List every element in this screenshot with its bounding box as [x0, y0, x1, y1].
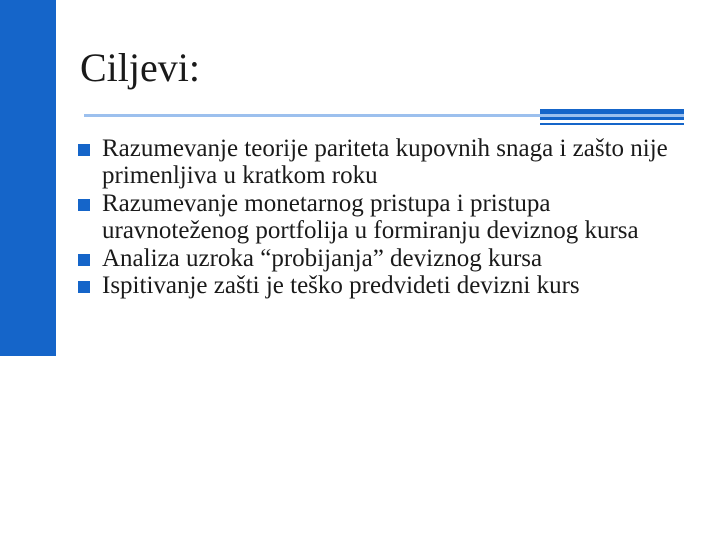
- left-accent-bar: [0, 0, 56, 356]
- square-bullet-icon: [78, 199, 90, 211]
- square-bullet-icon: [78, 144, 90, 156]
- accent-stripe: [540, 109, 684, 114]
- bullet-text: Razumevanje monetarnog pristupa i pristupa uravnoteženog portfolija u formiranju deviznog kursa: [102, 189, 639, 245]
- accent-stripe: [540, 117, 684, 120]
- bullet-text: Analiza uzroka “probijanja” deviznog kursa: [102, 244, 543, 272]
- square-bullet-icon: [78, 281, 90, 293]
- bullet-item: [78, 135, 698, 190]
- bullet-item: [78, 272, 698, 299]
- slide-title: Ciljevi:: [80, 45, 200, 90]
- bullet-item: [78, 190, 698, 245]
- bullet-item: [78, 245, 698, 272]
- square-bullet-icon: [78, 254, 90, 266]
- bullet-text: Razumevanje teorije pariteta kupovnih snaga i zašto nije primenljiva u kratkom roku: [102, 135, 668, 190]
- accent-stripe: [540, 123, 684, 125]
- bullet-list: [78, 135, 698, 299]
- bullet-text: Ispitivanje zašti je teško predvideti devizni kurs: [102, 272, 580, 300]
